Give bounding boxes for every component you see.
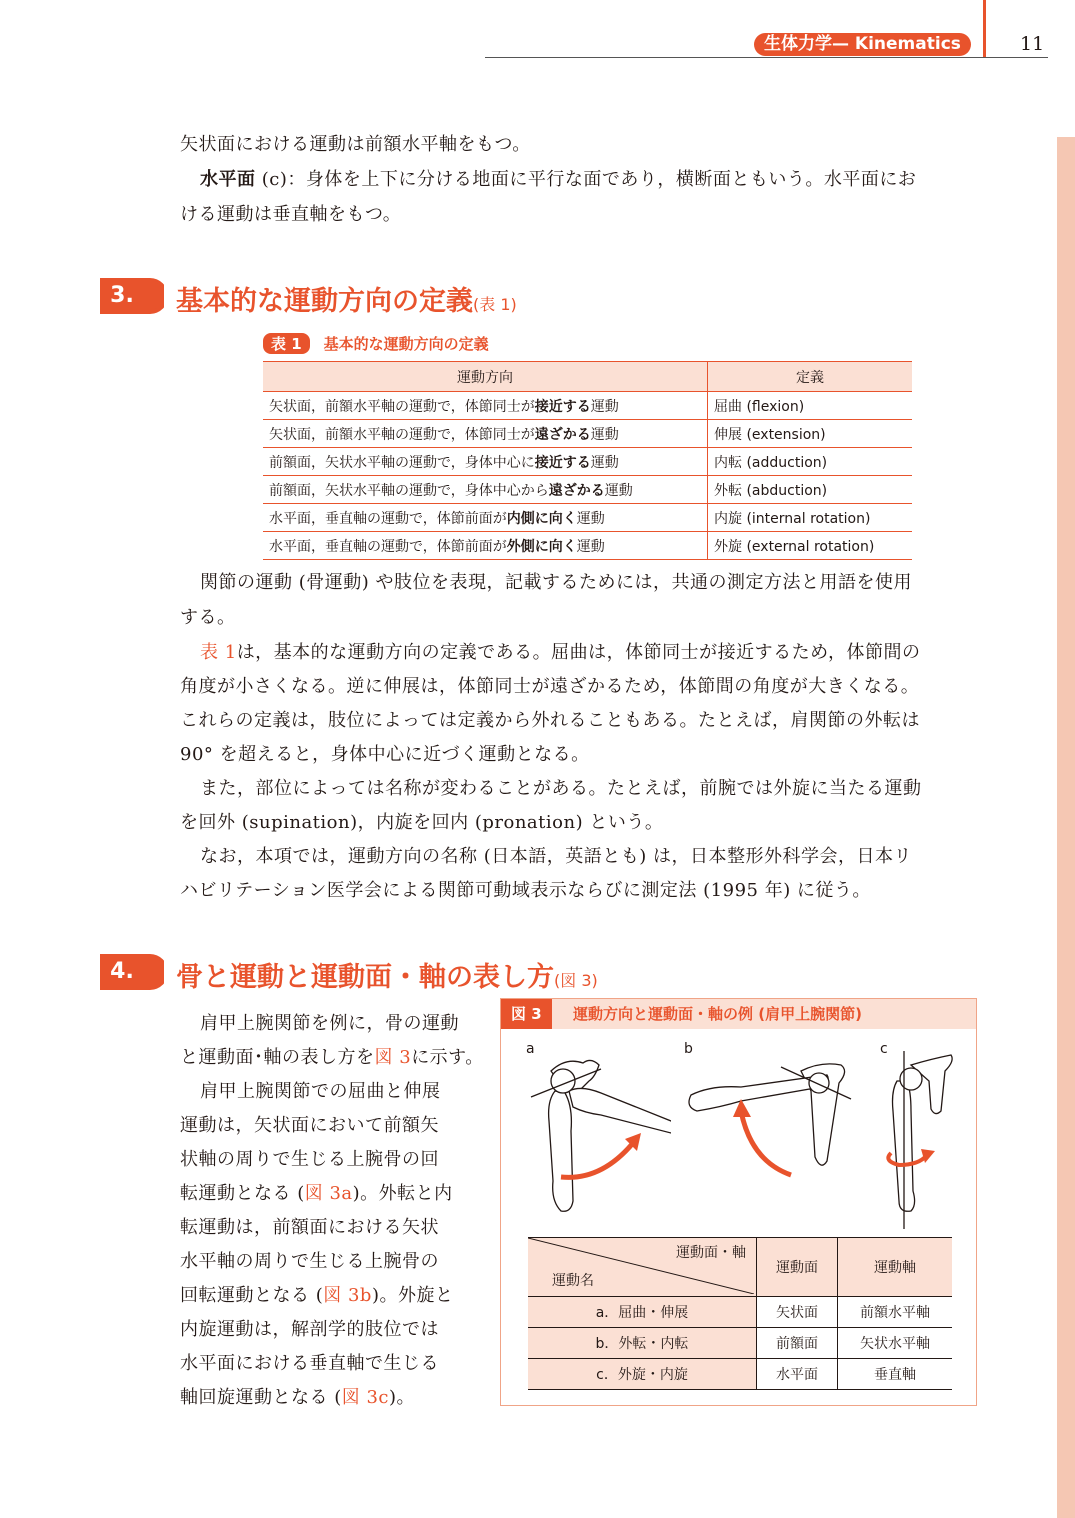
body-p3-line-2: を回外 (supination)，内旋を回内 (pronation) という。 (180, 812, 664, 833)
direction-suffix: 運動 (576, 538, 605, 555)
direction-suffix: 運動 (590, 454, 619, 471)
sec4-line-12-post: )。 (389, 1387, 416, 1408)
direction-keyword: 遠ざかる (548, 482, 605, 499)
body-p2-line-4: 90° を超えると，身体中心に近づく運動となる。 (180, 744, 590, 765)
movement-plane-cell: 水平面 (757, 1359, 838, 1390)
figure-3-table-header-plane: 運動面 (757, 1238, 838, 1297)
sec4-line-2 (180, 1041, 484, 1075)
figure-3b-reference-link[interactable]: 図 3b (323, 1285, 372, 1306)
sec4-line-4: 運動は，矢状面において前額矢 (180, 1115, 439, 1136)
sec4-line-3: 肩甲上腕関節での屈曲と伸展 (200, 1081, 441, 1102)
table-1-direction-cell (263, 504, 708, 532)
panel-label-a: a (526, 1041, 535, 1057)
figure-3a-reference-link[interactable]: 図 3a (304, 1183, 353, 1204)
section-3-number: 3. (100, 278, 144, 314)
sec4-line-5: 状軸の周りで生じる上腕骨の回 (180, 1149, 439, 1170)
shoulder-abduction-illustration (681, 1051, 861, 1221)
table-1-definition-cell: 伸展 (extension) (708, 420, 913, 448)
movement-axis-cell: 前額水平軸 (838, 1297, 953, 1328)
table-1-row (263, 392, 912, 420)
term-horizontal-plane: 水平面 (200, 169, 256, 190)
movement-plane-cell: 矢状面 (757, 1297, 838, 1328)
table-1-title: 基本的な運動方向の定義 (323, 335, 489, 353)
direction-keyword: 接近する (534, 398, 591, 415)
sec4-line-12-pre: 軸回旋運動となる ( (180, 1387, 342, 1408)
sec4-line-8: 水平軸の周りで生じる上腕骨の (180, 1251, 439, 1272)
section-3-title-text: 基本的な運動方向の定義 (176, 286, 473, 317)
running-header-section: 生体力学— Kinematics (754, 33, 971, 56)
sec4-line-6-pre: 転運動となる ( (180, 1183, 305, 1204)
body-p2-line-3: これらの定義は，肢位によっては定義から外れることもある。たとえば，肩関節の外転は (180, 710, 920, 731)
table-1-definition-cell: 外旋 (external rotation) (708, 532, 913, 560)
table-1-definition-cell: 外転 (abduction) (708, 476, 913, 504)
sec4-line-6-post: )。外転と内 (352, 1183, 453, 1204)
corner-label-bottom: 運動名 (552, 1273, 594, 1289)
sec4-line-12 (180, 1381, 415, 1415)
direction-suffix: 運動 (604, 482, 633, 499)
intro-line-2 (200, 163, 916, 197)
body-p2-line-1 (200, 636, 920, 670)
figure-3c-reference-link[interactable]: 図 3c (341, 1387, 390, 1408)
panel-label-c: c (880, 1041, 888, 1057)
body-p2-line-2: 角度が小さくなる。逆に伸展は，体節同士が遠ざかるため，体節間の角度が大きくなる。 (180, 676, 920, 697)
section-3-ref: (表 1) (473, 295, 517, 314)
direction-text: 前額面，矢状水平軸の運動で，身体中心から (269, 482, 549, 499)
body-p4-line-1: なお，本項では，運動方向の名称 (日本語，英語とも) は，日本整形外科学会，日本リ (200, 846, 912, 867)
direction-text: 前額面，矢状水平軸の運動で，身体中心に (269, 454, 535, 471)
direction-keyword: 遠ざかる (534, 426, 591, 443)
intro-line-1: 矢状面における運動は前額水平軸をもつ。 (180, 134, 531, 155)
figure-3-table-header-axis: 運動軸 (838, 1238, 953, 1297)
figure-3-table-row (528, 1297, 952, 1328)
sec4-line-7: 転運動は，前額面における矢状 (180, 1217, 439, 1238)
table-1-header-direction: 運動方向 (263, 362, 708, 392)
direction-keyword: 内側に向く (506, 510, 577, 527)
section-4-title (176, 955, 598, 994)
movement-name-cell: b．外転・内転 (528, 1328, 757, 1359)
sec4-line-9 (180, 1279, 453, 1313)
movement-name-cell: c．外旋・内旋 (528, 1359, 757, 1390)
table-1-direction-cell (263, 448, 708, 476)
sec4-line-9-post: )。外旋と (371, 1285, 454, 1306)
table-1-direction-cell (263, 476, 708, 504)
header-rule (485, 57, 1048, 58)
intro-line-3: ける運動は垂直軸をもつ。 (180, 204, 402, 225)
section-4-number: 4. (100, 954, 144, 990)
sec4-line-10: 内旋運動は，解剖学的肢位では (180, 1319, 439, 1340)
sec4-line-2-post: に示す。 (411, 1047, 484, 1068)
table-1-definition-cell: 屈曲 (flexion) (708, 392, 913, 420)
body-p4-line-2: ハビリテーション医学会による関節可動域表示ならびに測定法 (1995 年) に従う。 (180, 880, 871, 901)
table-1-tag: 表 1 (263, 333, 310, 354)
figure-3-title: 運動方向と運動面・軸の例 (肩甲上腕関節) (573, 1005, 862, 1023)
page-number: 11 (1020, 33, 1045, 55)
sec4-line-2-pre: と運動面･軸の表し方を (180, 1047, 375, 1068)
figure-3-table-row (528, 1359, 952, 1390)
body-p1-line-1: 関節の運動 (骨運動) や肢位を表現，記載するためには，共通の測定方法と用語を使用 (200, 572, 912, 593)
section-3-title (176, 279, 517, 318)
table-1-reference-link[interactable]: 表 1 (200, 642, 237, 663)
direction-suffix: 運動 (590, 398, 619, 415)
table-1-row (263, 420, 912, 448)
table-1-definition-cell: 内旋 (internal rotation) (708, 504, 913, 532)
table-1-row (263, 448, 912, 476)
table-1-caption (263, 333, 489, 354)
figure-3-table-header-row (528, 1238, 952, 1297)
intro-line-2-text: (c)：身体を上下に分ける地面に平行な面であり，横断面ともいう。水平面にお (255, 169, 917, 190)
direction-suffix: 運動 (590, 426, 619, 443)
table-1-direction-cell (263, 420, 708, 448)
body-p1-line-2: する。 (180, 607, 236, 628)
movement-axis-cell: 垂直軸 (838, 1359, 953, 1390)
table-1-header-definition: 定義 (708, 362, 913, 392)
direction-text: 水平面，垂直軸の運動で，体節前面が (269, 538, 507, 555)
table-1-row (263, 532, 912, 560)
body-p3-line-1: また，部位によっては名称が変わることがある。たとえば，前腕では外旋に当たる運動 (200, 778, 922, 799)
side-thumb-tab (1057, 137, 1075, 1518)
direction-text: 水平面，垂直軸の運動で，体節前面が (269, 510, 507, 527)
direction-keyword: 接近する (534, 454, 591, 471)
movement-axis-cell: 矢状水平軸 (838, 1328, 953, 1359)
table-1-row (263, 504, 912, 532)
body-p2-line-1-text: は，基本的な運動方向の定義である。屈曲は，体節同士が接近するため，体節間の (236, 642, 921, 663)
figure-3-table-corner-cell (528, 1238, 757, 1297)
direction-suffix: 運動 (576, 510, 605, 527)
section-3-chevron-icon (144, 278, 164, 314)
sec4-line-9-pre: 回転運動となる ( (180, 1285, 324, 1306)
shoulder-rotation-illustration (871, 1051, 971, 1231)
corner-label-top: 運動面・軸 (676, 1245, 746, 1261)
direction-text: 矢状面，前額水平軸の運動で，体節同士が (269, 398, 535, 415)
table-1-header-row (263, 362, 912, 392)
sec4-line-11: 水平面における垂直軸で生じる (180, 1353, 439, 1374)
figure-3-reference-link[interactable]: 図 3 (374, 1047, 412, 1068)
figure-3-table-row (528, 1328, 952, 1359)
sec4-line-1: 肩甲上腕関節を例に，骨の運動 (200, 1013, 459, 1034)
section-4-ref: (図 3) (554, 971, 598, 990)
table-1-direction-cell (263, 532, 708, 560)
table-1-direction-cell (263, 392, 708, 420)
movement-plane-cell: 前額面 (757, 1328, 838, 1359)
header-divider (983, 0, 986, 58)
direction-keyword: 外側に向く (506, 538, 577, 555)
figure-3-table (528, 1237, 952, 1390)
direction-text: 矢状面，前額水平軸の運動で，体節同士が (269, 426, 535, 443)
panel-label-b: b (684, 1041, 693, 1057)
sec4-line-6 (180, 1177, 453, 1211)
section-4-title-text: 骨と運動と運動面・軸の表し方 (176, 962, 554, 993)
table-1 (263, 361, 912, 560)
table-1-row (263, 476, 912, 504)
movement-name-cell: a．屈曲・伸展 (528, 1297, 757, 1328)
figure-3 (500, 998, 977, 1406)
table-1-definition-cell: 内転 (adduction) (708, 448, 913, 476)
shoulder-flexion-illustration (521, 1051, 671, 1221)
figure-3-tag: 図 3 (501, 999, 552, 1029)
section-4-chevron-icon (144, 954, 164, 990)
